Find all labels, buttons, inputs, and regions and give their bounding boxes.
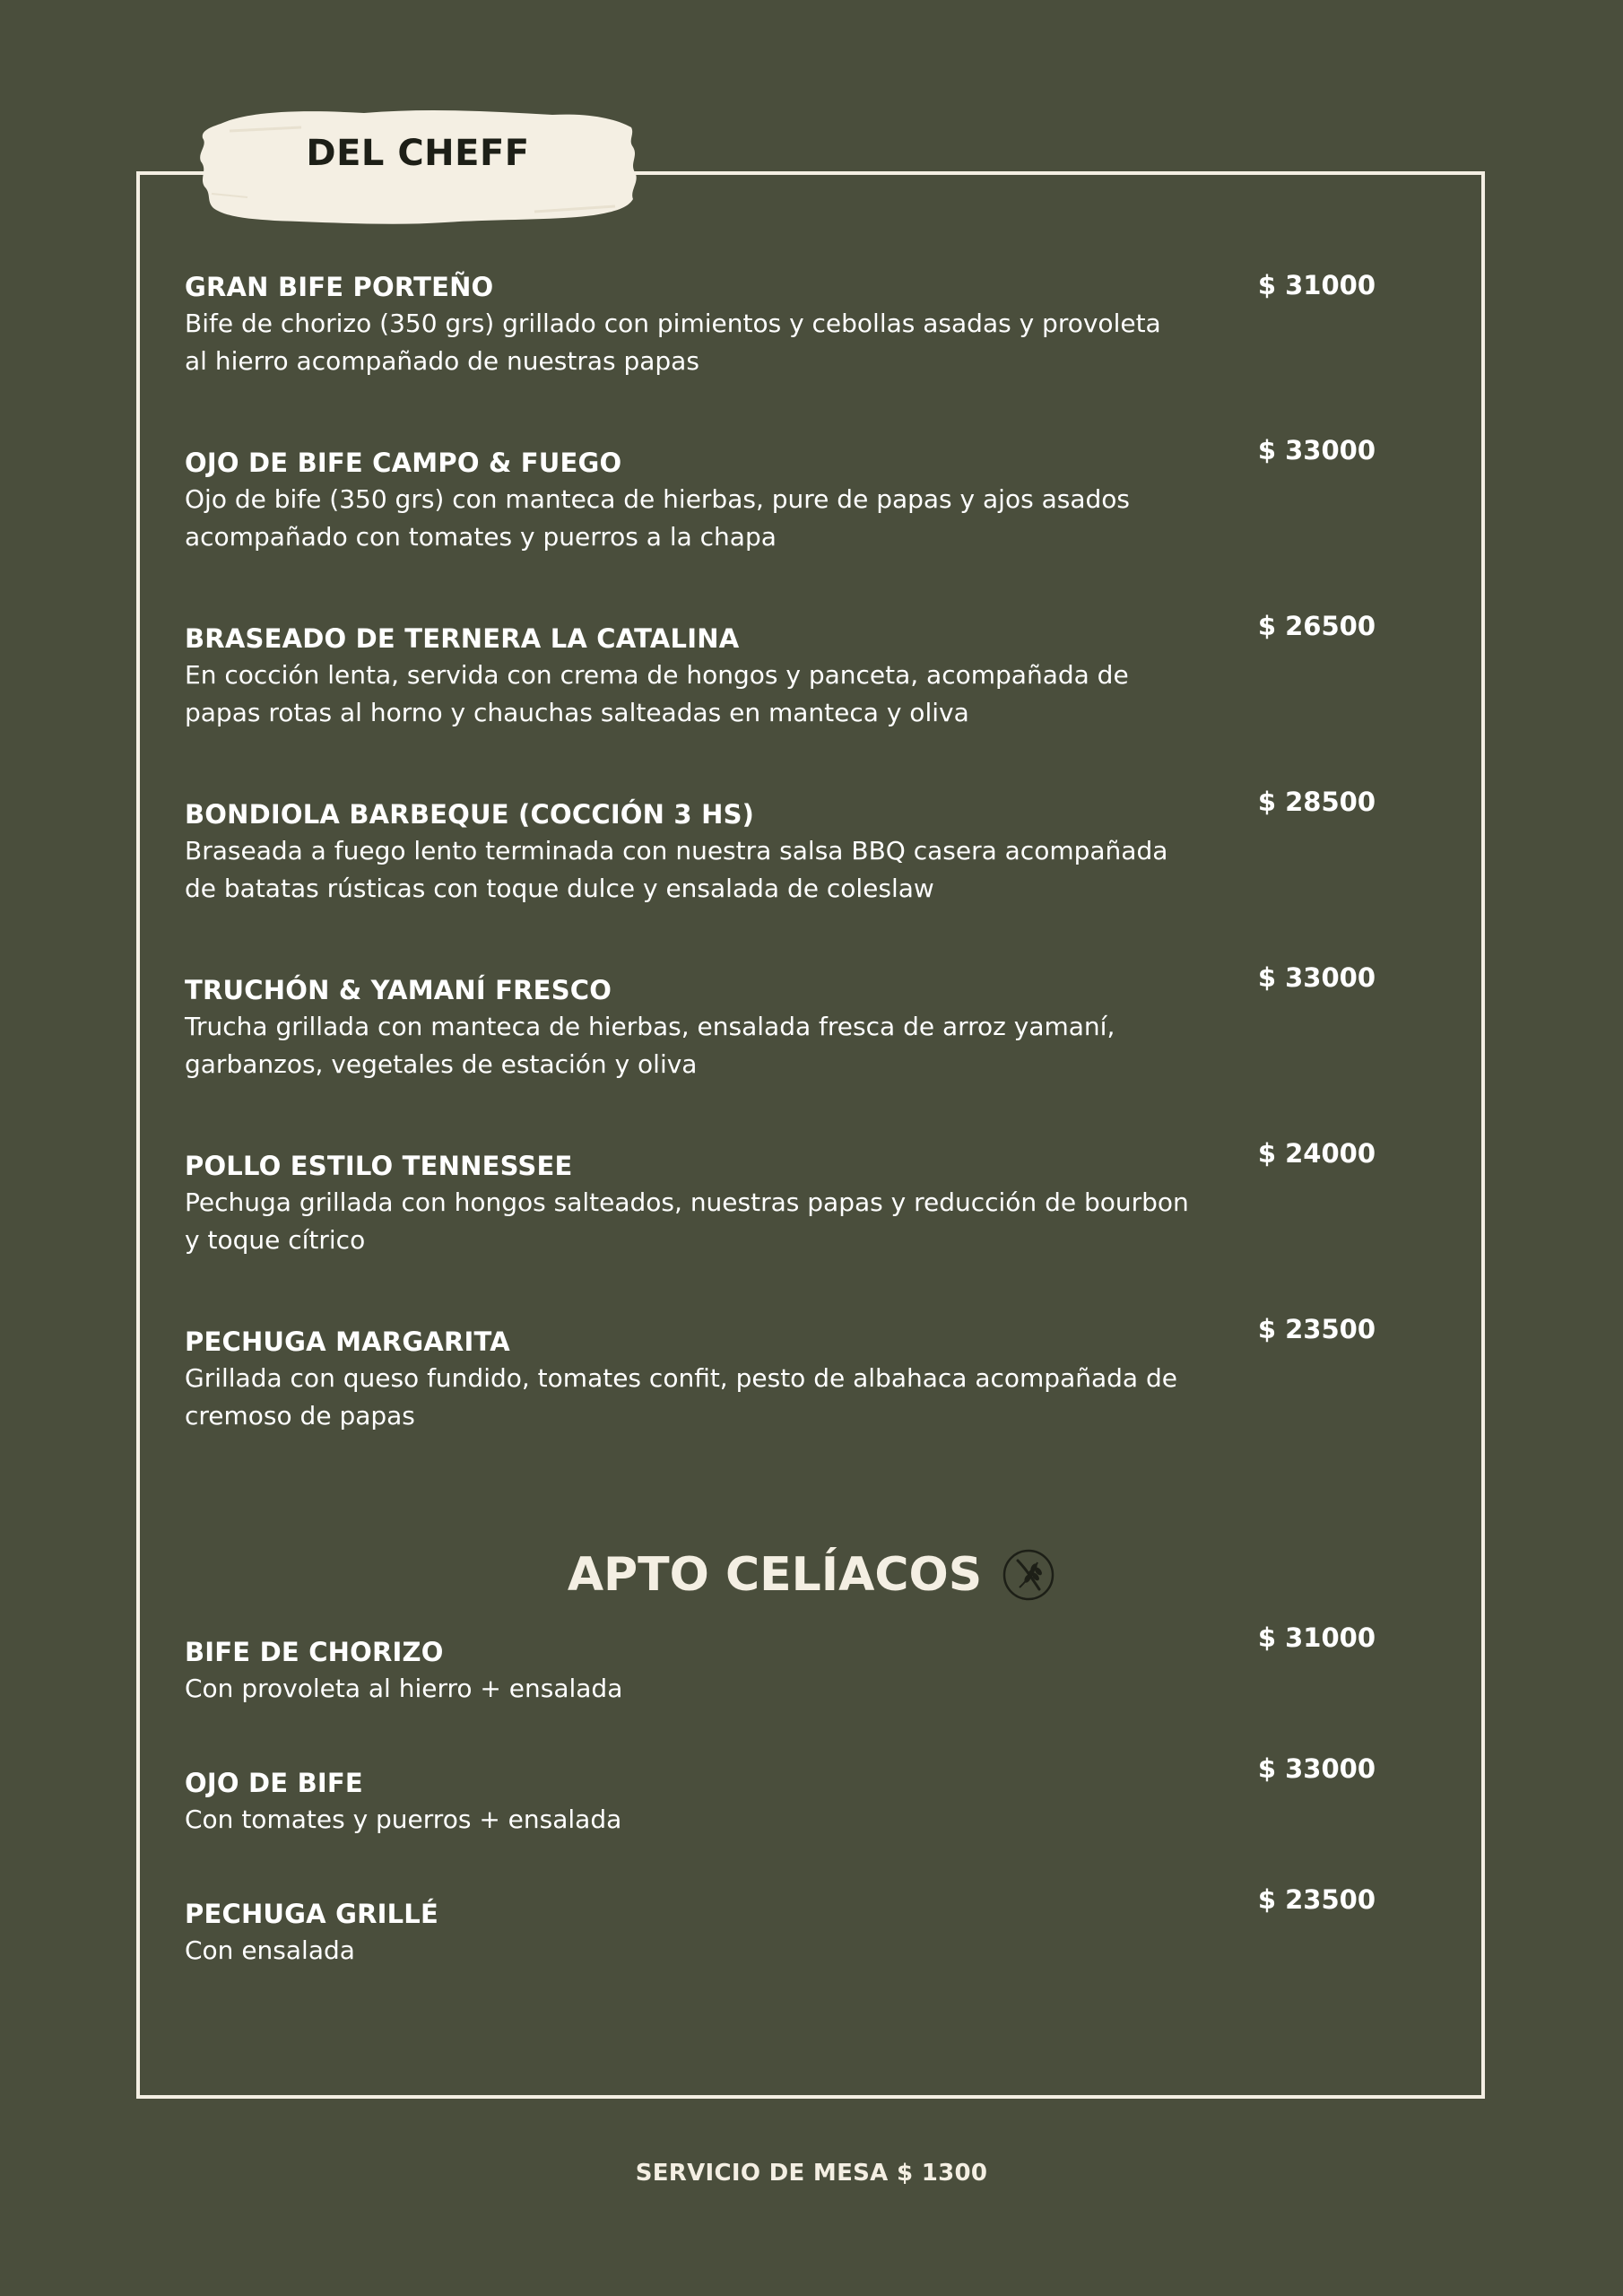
celiac-title: APTO CELÍACOS: [567, 1548, 983, 1602]
item-price: $ 31000: [1257, 1622, 1376, 1653]
item-description: Braseada a fuego lento terminada con nuestra salsa BBQ casera acompañada de batatas rústicas con toque dulce y ensalada de coleslaw: [185, 836, 1168, 903]
item-name: PECHUGA MARGARITA: [185, 1326, 510, 1357]
item-price: $ 23500: [1257, 1884, 1376, 1915]
item-name: PECHUGA GRILLÉ: [185, 1899, 439, 1929]
item-description: Ojo de bife (350 grs) con manteca de hierbas, pure de papas y ajos asados acompañado con tomates y puerros a la chapa: [185, 484, 1130, 552]
item-description: Con tomates y puerros + ensalada: [185, 1805, 622, 1834]
item-name: BONDIOLA BARBEQUE (COCCIÓN 3 HS): [185, 799, 755, 830]
item-price: $ 23500: [1257, 1314, 1376, 1344]
item-price: $ 33000: [1257, 962, 1376, 993]
item-price: $ 33000: [1257, 435, 1376, 465]
item-name: OJO DE BIFE CAMPO & FUEGO: [185, 448, 622, 478]
item-name: BRASEADO DE TERNERA LA CATALINA: [185, 623, 740, 654]
item-name: POLLO ESTILO TENNESSEE: [185, 1151, 573, 1181]
item-description: Con ensalada: [185, 1935, 355, 1965]
item-name: GRAN BIFE PORTEÑO: [185, 272, 494, 302]
item-price: $ 31000: [1257, 270, 1376, 300]
item-description: Bife de chorizo (350 grs) grillado con pimientos y cebollas asadas y provoleta al hierro acompañado de nuestras papas: [185, 309, 1161, 376]
item-name: OJO DE BIFE: [185, 1768, 363, 1798]
gluten-free-icon: [1002, 1548, 1055, 1602]
item-name: BIFE DE CHORIZO: [185, 1637, 444, 1667]
item-price: $ 28500: [1257, 787, 1376, 817]
celiac-heading: [0, 1541, 1623, 1606]
item-price: $ 24000: [1257, 1138, 1376, 1169]
item-description: Trucha grillada con manteca de hierbas, ensalada fresca de arroz yamaní, garbanzos, vegetales de estación y oliva: [185, 1012, 1115, 1079]
item-description: En cocción lenta, servida con crema de hongos y panceta, acompañada de papas rotas al horno y chauchas salteadas en manteca y oliva: [185, 660, 1129, 727]
item-description: Pechuga grillada con hongos salteados, nuestras papas y reducción de bourbon y toque cítrico: [185, 1187, 1189, 1255]
service-charge-footer: SERVICIO DE MESA $ 1300: [635, 2160, 988, 2187]
item-description: Grillada con queso fundido, tomates confit, pesto de albahaca acompañada de cremoso de papas: [185, 1363, 1177, 1431]
item-price: $ 33000: [1257, 1753, 1376, 1784]
item-price: $ 26500: [1257, 611, 1376, 641]
item-name: TRUCHÓN & YAMANÍ FRESCO: [185, 975, 612, 1005]
section-title: DEL CHEFF: [306, 133, 530, 174]
item-description: Con provoleta al hierro + ensalada: [185, 1674, 623, 1703]
